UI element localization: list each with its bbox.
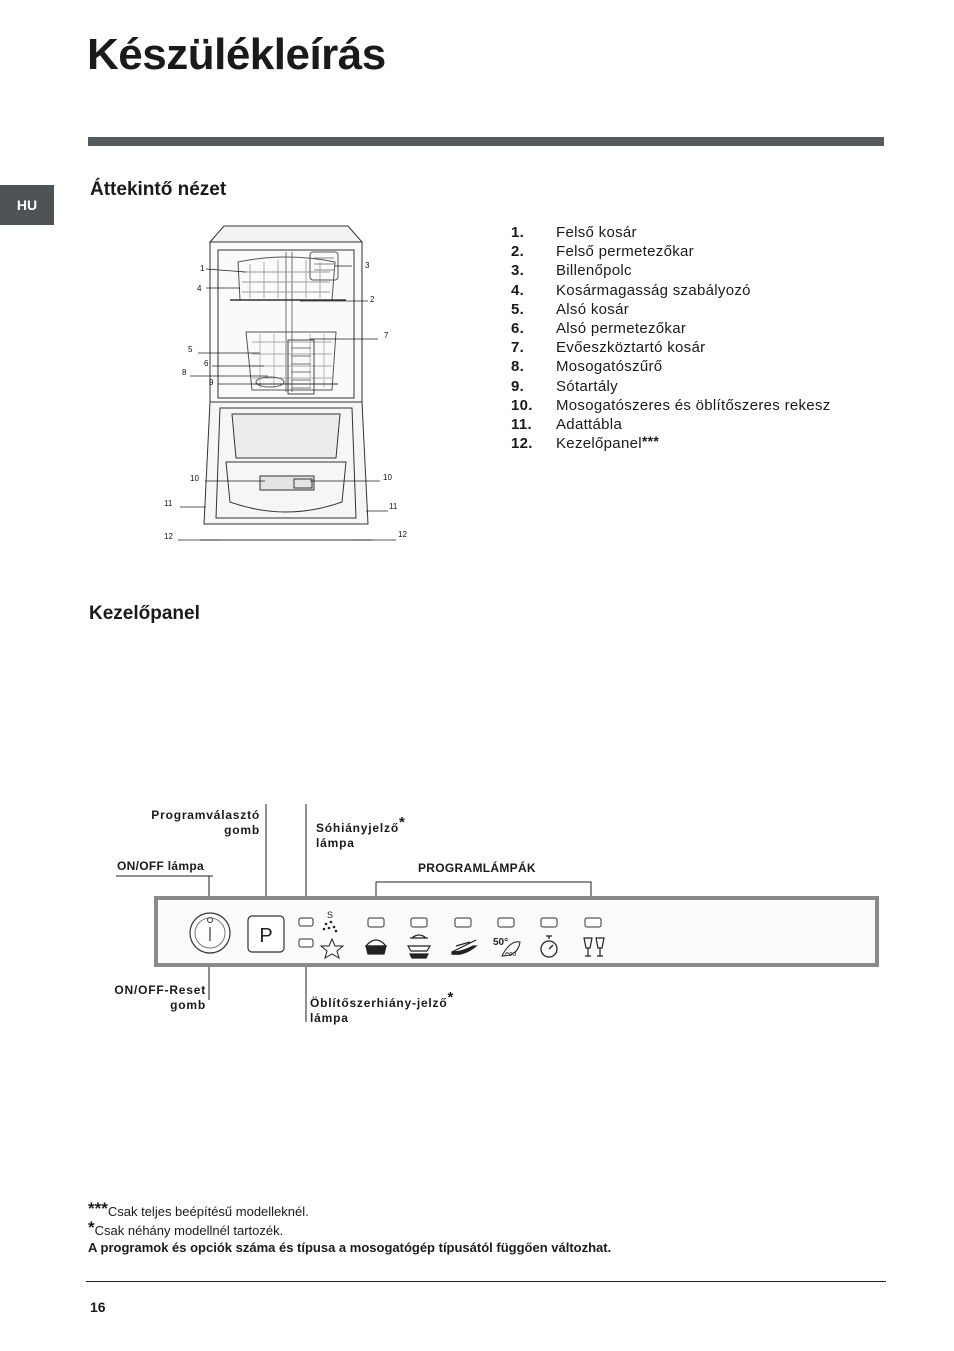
program-lamps-label: PROGRAMLÁMPÁK xyxy=(418,861,536,875)
program-lamp-5 xyxy=(541,918,557,927)
onoff-lamp xyxy=(208,918,213,923)
pan-stack-icon xyxy=(408,935,430,958)
callout-12-right: 12 xyxy=(398,530,407,539)
svg-text:P: P xyxy=(259,925,273,947)
legend-item: 4. Kosármagasság szabályozó xyxy=(511,281,751,299)
rinse-aid-lamp xyxy=(299,939,313,947)
svg-text:eco: eco xyxy=(505,951,517,958)
callout-1: 1 xyxy=(200,264,205,273)
callout-3: 3 xyxy=(365,261,370,270)
footnote-built-in: ***Csak teljes beépítésű modelleknél. xyxy=(88,1199,309,1219)
callout-10-left: 10 xyxy=(190,474,199,483)
footer-rule xyxy=(86,1281,886,1282)
callout-12-left: 12 xyxy=(164,532,173,541)
callout-7: 7 xyxy=(384,331,389,340)
legend-item: 5. Alsó kosár xyxy=(511,300,630,318)
program-lamp-1 xyxy=(368,918,384,927)
callout-11-left: 11 xyxy=(164,499,173,508)
program-selector-label: Programválasztó gomb xyxy=(151,808,260,837)
dishwasher-diagram xyxy=(160,222,420,552)
legend-item: 6. Alsó permetezőkar xyxy=(511,319,687,337)
legend-item: 7. Evőeszköztartó kosár xyxy=(511,339,706,357)
program-lamp-6 xyxy=(585,918,601,927)
salt-lamp xyxy=(299,918,313,926)
legend-item: 10. Mosogatószeres és öblítőszeres rekesz xyxy=(511,396,831,414)
program-selector-button[interactable] xyxy=(248,916,284,952)
program-lamp-2 xyxy=(411,918,427,927)
legend-item: 12. Kezelőpanel *** xyxy=(511,433,660,453)
legend-item: 9. Sótartály xyxy=(511,377,618,395)
language-tab: HU xyxy=(0,185,54,225)
parts-legend xyxy=(511,223,911,453)
callout-10-right: 10 xyxy=(383,473,392,482)
footnote-programs-note: A programok és opciók száma és típusa a mosogatógép típusától függően változhat. xyxy=(88,1240,612,1255)
overview-heading: Áttekintő nézet xyxy=(90,179,227,200)
control-panel-diagram xyxy=(100,800,890,1030)
salt-lamp-label: Sóhiányjelző* lámpa xyxy=(316,814,406,850)
page-title: Készülékleírás xyxy=(87,30,386,79)
callout-4: 4 xyxy=(197,284,202,293)
svg-text:S: S xyxy=(326,910,334,920)
title-divider-bar xyxy=(88,137,884,146)
rinse-aid-lamp-label: Öblítőszerhiány-jelző* lámpa xyxy=(310,989,455,1025)
callout-5: 5 xyxy=(188,345,193,354)
onoff-lamp-label: ON/OFF lámpa xyxy=(117,859,204,873)
control-panel-heading: Kezelőpanel xyxy=(89,603,200,624)
legend-item: 1. Felső kosár xyxy=(511,224,637,241)
callout-2: 2 xyxy=(370,295,375,304)
page-number: 16 xyxy=(90,1299,106,1315)
legend-item: 8. Mosogatószűrő xyxy=(511,358,663,376)
callout-6: 6 xyxy=(204,359,209,368)
legend-item: 2. Felső permetezőkar xyxy=(511,243,694,261)
legend-item: 11. Adattábla xyxy=(511,415,623,433)
onoff-reset-label: ON/OFF-Reset gomb xyxy=(114,983,206,1012)
legend-item: 3. Billenőpolc xyxy=(511,262,632,280)
callout-9: 9 xyxy=(209,378,214,387)
program-lamp-4 xyxy=(498,918,514,927)
program-lamp-3 xyxy=(455,918,471,927)
svg-text:50°: 50° xyxy=(493,937,509,948)
callout-8: 8 xyxy=(182,368,187,377)
callout-11-right: 11 xyxy=(389,502,398,511)
footnote-some-models: *Csak néhány modellnél tartozék. xyxy=(88,1218,284,1238)
